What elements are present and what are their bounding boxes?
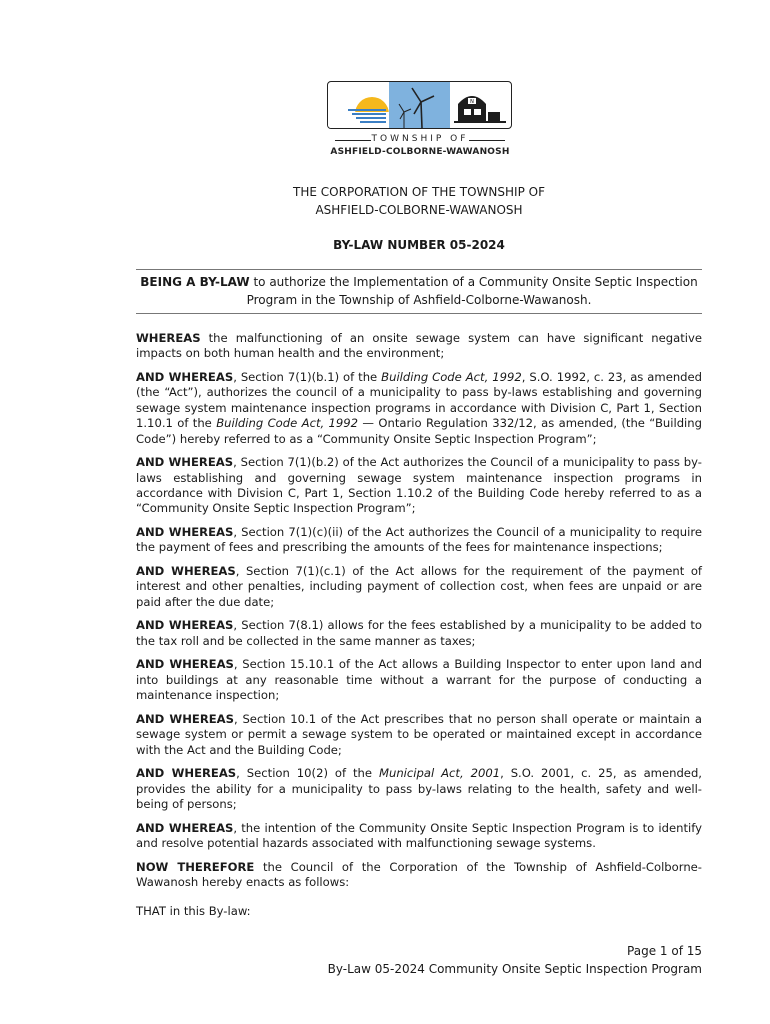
whereas-paragraph <box>136 766 702 812</box>
township-logo <box>327 81 513 159</box>
whereas-text: , Section 15.10.1 of the Act allows a Building Inspector to enter upon land and into buildings at any reasonable time without a warrant for the purpose of conducting a maintenance inspection; <box>136 657 702 703</box>
whereas-lead: AND WHEREAS <box>136 711 234 726</box>
whereas-text: , Section 10.1 of the Act prescribes that no person shall operate or maintain a sewage system or permit a sewage system to be operated or maintained except in accordance with the Act and the Building Code; <box>136 711 702 757</box>
whereas-paragraph <box>136 331 702 362</box>
whereas-paragraph <box>136 821 702 852</box>
whereas-paragraph <box>136 525 702 556</box>
whereas-lead: AND WHEREAS <box>136 618 234 633</box>
whereas-paragraph <box>136 564 702 610</box>
barn-icon <box>454 96 506 122</box>
whereas-text: , Section 7(1)(c.1) of the Act allows for the requirement of the payment of interest and other penalties, including payment of collection cost, when fees are unpaid or are paid after the due date; <box>136 564 702 609</box>
barn-label: N <box>470 99 474 106</box>
whereas-paragraph <box>136 657 702 703</box>
whereas-paragraph <box>136 455 702 517</box>
footer-document-title: By-Law 05-2024 Community Onsite Septic Inspection Program <box>327 962 702 976</box>
now-therefore-paragraph <box>136 860 702 891</box>
whereas-paragraph <box>136 370 702 447</box>
whereas-paragraph <box>136 712 702 758</box>
logo-text-township-of: TOWNSHIP OF <box>327 134 513 144</box>
whereas-text: , S.O. 2001, c. 25, as amended, provides the ability for a municipality to pass by-laws relating to the health, safety and well-being of persons; <box>136 766 702 812</box>
act-citation: Building Code Act, 1992 <box>381 370 522 384</box>
being-lead: BEING A BY-LAW <box>140 275 250 289</box>
whereas-lead: AND WHEREAS <box>136 820 234 835</box>
whereas-paragraph <box>136 618 702 649</box>
logo-emblem <box>327 81 512 129</box>
now-therefore-lead: NOW THEREFORE <box>136 859 255 874</box>
title-line-1: THE CORPORATION OF THE TOWNSHIP OF <box>293 185 545 199</box>
whereas-lead: AND WHEREAS <box>136 657 234 672</box>
being-text: to authorize the Implementation of a Community Onsite Septic Inspection Program in the Township of Ashfield-Colborne-Wawanosh. <box>246 275 698 307</box>
page-footer <box>328 942 702 978</box>
whereas-text: , Section 7(1)(c)(ii) of the Act authorizes the Council of a municipality to require the payment of fees and prescribing the amounts of the fees for maintenance inspections; <box>136 525 702 555</box>
whereas-text: , Section 10(2) of the <box>236 766 379 781</box>
whereas-text: the malfunctioning of an onsite sewage system can have significant negative impacts on both human health and the environment; <box>136 331 702 361</box>
whereas-lead: AND WHEREAS <box>136 564 236 579</box>
whereas-text: , the intention of the Community Onsite Septic Inspection Program is to identify and resolve potential hazards associated with malfunctioning sewage systems. <box>136 820 702 851</box>
whereas-lead: WHEREAS <box>136 331 201 345</box>
title-line-2: ASHFIELD-COLBORNE-WAWANOSH <box>315 203 523 217</box>
act-citation: Building Code Act, 1992 <box>216 416 359 431</box>
bylaw-number: BY-LAW NUMBER 05-2024 <box>333 238 505 252</box>
act-citation: Municipal Act, 2001 <box>378 766 501 781</box>
being-a-bylaw-box <box>136 269 702 314</box>
logo-emblem-graphic <box>328 82 511 128</box>
page-number: Page 1 of 15 <box>627 944 702 958</box>
whereas-text: — Ontario Regulation 332/12, as amended, (the “Building Code”) hereby referred to as a “Community Onsite Septic Inspection Program”; <box>136 416 702 446</box>
whereas-text: , Section 7(8.1) allows for the fees established by a municipality to be added to the tax roll and be collected in the same manner as taxes; <box>136 618 702 648</box>
whereas-lead: AND WHEREAS <box>136 525 234 540</box>
document-body <box>136 331 702 928</box>
whereas-text: , Section 7(1)(b.2) of the Act authorizes the Council of a municipality to pass by-laws establishing and governing sewage system maintenance inspection programs in accordance with Division C, Part 1, Section 1.10.2 of the Building Code hereby referred to as a “Community Onsite Septic Inspection Program”; <box>136 455 702 516</box>
whereas-lead: AND WHEREAS <box>136 766 237 781</box>
that-paragraph: THAT in this By-law: <box>136 904 251 919</box>
whereas-text: , S.O. 1992, c. 23, as amended (the “Act”), authorizes the council of a municipality to pass by-laws establishing and governing sewage system maintenance inspection programs in accordance with Division C, Part 1, Section 1.10.1 of the <box>136 370 703 431</box>
whereas-text: , Section 7(1)(b.1) of the <box>233 370 382 384</box>
whereas-lead: AND WHEREAS <box>136 370 234 384</box>
logo-text-township-name: ASHFIELD-COLBORNE-WAWANOSH <box>330 147 510 157</box>
document-title <box>136 183 702 219</box>
now-therefore-text: the Council of the Corporation of the Township of Ashfield-Colborne-Wawanosh hereby enacts as follows: <box>136 859 702 890</box>
whereas-lead: AND WHEREAS <box>136 455 234 470</box>
